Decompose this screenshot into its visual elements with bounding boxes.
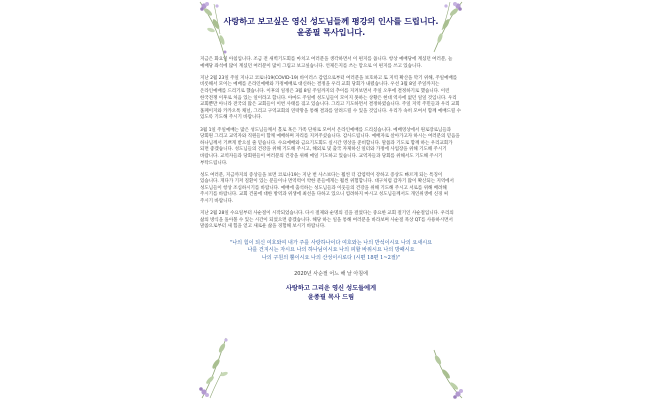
letter-paragraph-3: 3월 1일 주일예배는 많은 성도님들께서 홀로 혹은 가족 단위로 모여서 온라인예배를 드리셨습니다. 예배영상에서 원로장로님들과 당회원 그리고 교역자와 직원들이 함께 예배하며 자리를 지켜주셨습니다. 감사드립니다. 예배자로 살아가고자 하시는 여러분의 믿음을 하나님께서 기쁘게 받으실 줄 믿습니다. 수요예배와 금요기도회도 실시간 영상을 준비합니다. 말씀과 기도로 함께 하는 우리교회가 되면 좋겠습니다. 성도님들의 건강을 위해 기도해 주시고, 해외로 및 출국 자제하신 일터와 가정에 사업장을 위해 기도해 주시기 바랍니다. 교역자들과 당회원들이 여러분의 건강을 위해 매일 기도하고 있습니다. 교역자들과 당회를 위해서도 기도해 주시기 부탁드립니다.	[200, 127, 460, 166]
letter-date: 2020년 사순절 어느 해 날 아침에	[294, 271, 368, 278]
letter-title	[200, 16, 462, 38]
letter-paragraph-5: 지난 2월 28일 수요일부터 사순절이 시작되었습니다. 다시 절제와 순명의 길을 걸었다는 중요한 교회 절기인 사순절입니다. 우리의 삶의 방식을 돌아볼 수 있는 시간이 되었으면 좋겠습니다. 해당 하는 일을 통해 여러분을 바라보며 사순절 묵상 QT를 사용하시면서 말씀으로부터 새 힘을 얻고 새로운 삶을 경험해 보시기 바랍니다.	[200, 211, 454, 230]
letter-paragraph-2: 지난 2월 23일 주일 지나고 코로나19(COVID-19) 바이러스 감염으로부터 여러분을 보호하고 또 지역 확산을 막기 위해, 주일예배를 비롯해서 모이는 예배를 온라인예배와 가정예배로 대신하는 결정을 우리 교회 당회가 내렸습니다. 우선 3월 8일 주일까지는 온라인예배를 드리기로 했습니다. 이후의 일정은 3월 8일 주일까지의 추이를 지켜보면서 주일 오후에 결정하기로 했습니다. 이런 한국전쟁 이후로 처음 있는 일이라고 합니다. 아마도 주일에 성도님들이 모이지 못하는 상황은 현대 역사에 없던 일일 것입니다. 우리 교회뿐만 아니라 전국의 많은 교회들이 이번 사태를 겪고 있습니다. 그리고 기도하면서 결정하였습니다. 주일 지역 주민들과 우리 교회 홈페이지와 카카오톡 채널, 그리고 구역교회의 연락망을 통해 결과를 알려드릴 수 있을 것입니다. 우리가 속히 모여서 함께 예배드릴 수 있도록 기도해 주시기 바랍니다.	[200, 75, 461, 121]
title-line-greeting: 사랑하고 보고싶은 영신 성도님들께 평강의 인사를 드립니다.	[223, 16, 439, 26]
pastoral-letter	[200, 16, 462, 396]
signature-line-2: 윤종필 목사 드림	[307, 294, 355, 302]
title-line-pastor: 윤종필 목사입니다.	[296, 27, 366, 37]
letter-paragraph-1: 지금은 화요일 아침입니다. 조금 전 새벽기도회를 마치고 여러분을 생각하면서 이 편지를 씁니다. 항상 예배당에 계셨던 여러분, 늘 예배당 좌석에 많이 계셨던 여러분이 많이 그립고 보고싶습니다. 언제든지를 쓰는 맘으로 이 편지를 쓰고 있습니다.	[200, 57, 453, 69]
letter-signature	[200, 284, 462, 302]
letter-paragraph-4: 성도 여러분, 지금까지의 증상들을 보면 코로나19는 지난 번 사스보다는 훨씬 더 감염력이 강하고 증상도 빠르게 되는 특징이 있습니다. 게다가 기저 질환이 있는 분들이나 면역력이 약한 분들에게는 훨씬 위험합니다. 대구처럼 갑자기 많이 확산되는 지역에서 성도님들이 항상 조심하시기를 바랍니다. 예배에 출석하는 성도님들과 이웃들의 건강을 위해 기도해 주시고 서로를 위해 배려해 주시기를 바랍니다. 교회 건물에 대한 방역과 위생에 최선을 다하고 있으니 염려하지 마시고 성도님들께서도 개인위생에 신경 써 주시기 바랍니다.	[200, 172, 454, 205]
scripture-line-2: 나를 건지시는 자시요 나의 하나님이시요 나의 피할 바위시요 나의 방패시요	[247, 247, 415, 254]
scripture-line-3: 나의 구원의 뿔이시요 나의 산성이시로다 (시편 18편 1~2절)"	[261, 254, 401, 261]
signature-line-1: 사랑하고 그리운 영신 성도들에게	[285, 285, 377, 293]
scripture-quote	[200, 240, 462, 262]
scripture-line-1: "나의 힘이 되신 여호와여 내가 주를 사랑하나이다 여호와는 나의 반석이시요 나의 요새시요	[229, 240, 433, 247]
